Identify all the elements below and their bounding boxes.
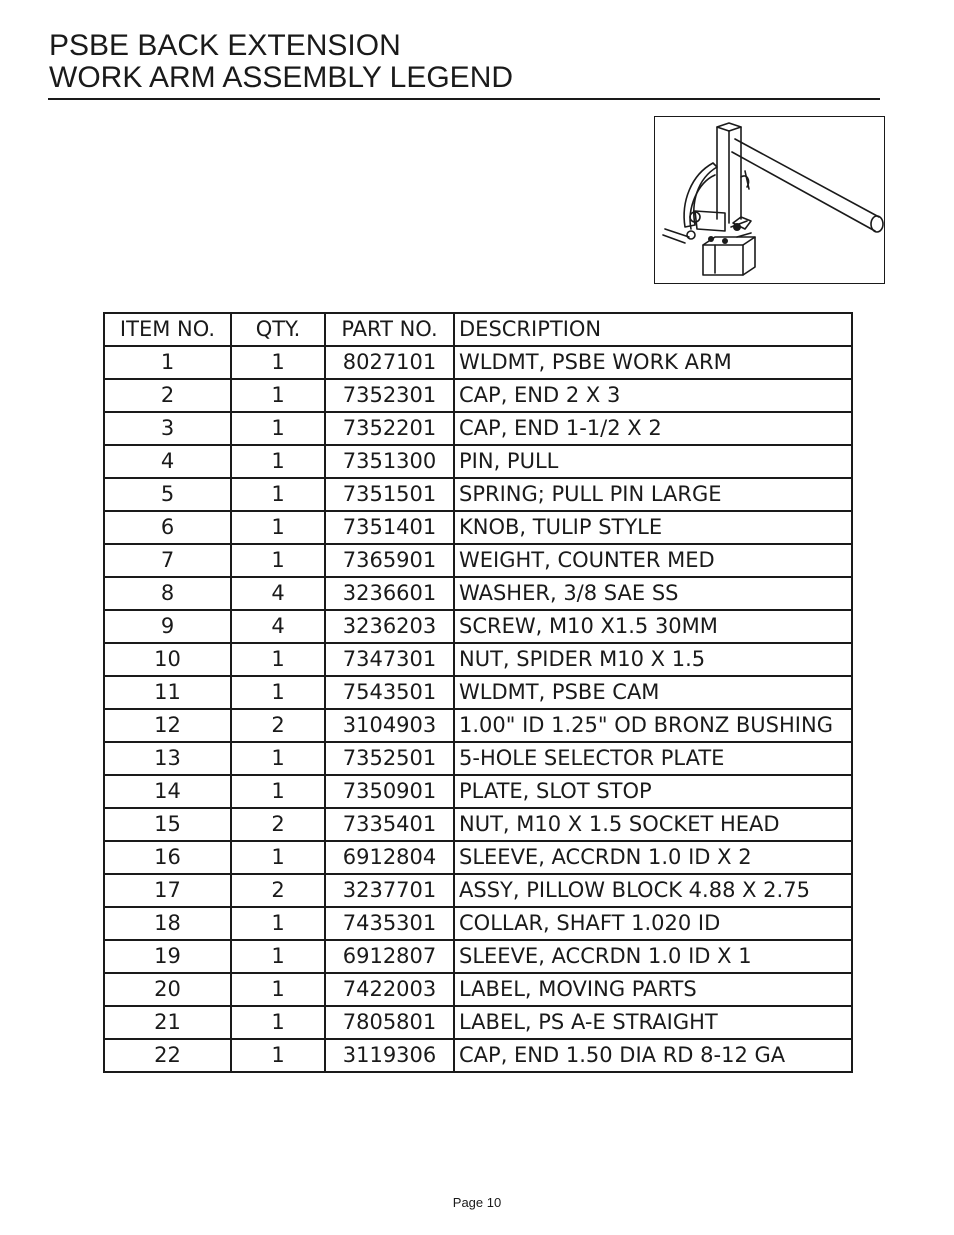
item-no-cell: 15 — [104, 808, 231, 841]
description-cell: KNOB, TULIP STYLE — [454, 511, 852, 544]
table-row — [104, 478, 852, 511]
item-no-cell: 3 — [104, 412, 231, 445]
description-cell: CAP, END 1-1/2 X 2 — [454, 412, 852, 445]
description-cell: SLEEVE, ACCRDN 1.0 ID X 1 — [454, 940, 852, 973]
part-no-cell: 7352201 — [325, 412, 454, 445]
part-no-cell: 7335401 — [325, 808, 454, 841]
item-no-cell: 1 — [104, 346, 231, 379]
description-cell: SCREW, M10 X1.5 30MM — [454, 610, 852, 643]
column-header-description: DESCRIPTION — [454, 313, 852, 346]
description-cell: COLLAR, SHAFT 1.020 ID — [454, 907, 852, 940]
page-title-line-1: PSBE BACK EXTENSION — [49, 29, 401, 62]
description-cell: WLDMT, PSBE WORK ARM — [454, 346, 852, 379]
description-cell: PLATE, SLOT STOP — [454, 775, 852, 808]
part-no-cell: 3236203 — [325, 610, 454, 643]
item-no-cell: 20 — [104, 973, 231, 1006]
parts-table — [103, 312, 853, 1073]
item-no-cell: 7 — [104, 544, 231, 577]
description-cell: 5-HOLE SELECTOR PLATE — [454, 742, 852, 775]
description-cell: WLDMT, PSBE CAM — [454, 676, 852, 709]
description-cell: PIN, PULL — [454, 445, 852, 478]
part-no-cell: 6912807 — [325, 940, 454, 973]
part-no-cell: 7805801 — [325, 1006, 454, 1039]
column-header-part-no: PART NO. — [325, 313, 454, 346]
table-row — [104, 874, 852, 907]
part-no-cell: 7422003 — [325, 973, 454, 1006]
work-arm-assembly-icon — [655, 117, 886, 285]
table-row — [104, 841, 852, 874]
part-no-cell: 7351300 — [325, 445, 454, 478]
part-no-cell: 7351501 — [325, 478, 454, 511]
description-cell: SPRING; PULL PIN LARGE — [454, 478, 852, 511]
table-row — [104, 346, 852, 379]
table-row — [104, 511, 852, 544]
part-no-cell: 7365901 — [325, 544, 454, 577]
page-title-line-2: WORK ARM ASSEMBLY LEGEND — [49, 61, 514, 94]
table-header-row — [104, 313, 852, 346]
item-no-cell: 4 — [104, 445, 231, 478]
qty-cell: 4 — [231, 577, 325, 610]
qty-cell: 1 — [231, 346, 325, 379]
item-no-cell: 16 — [104, 841, 231, 874]
qty-cell: 1 — [231, 544, 325, 577]
part-no-cell: 7352501 — [325, 742, 454, 775]
part-no-cell: 7543501 — [325, 676, 454, 709]
description-cell: 1.00" ID 1.25" OD BRONZ BUSHING — [454, 709, 852, 742]
qty-cell: 2 — [231, 874, 325, 907]
table-row — [104, 577, 852, 610]
item-no-cell: 12 — [104, 709, 231, 742]
part-no-cell: 7352301 — [325, 379, 454, 412]
table-row — [104, 610, 852, 643]
column-header-item-no: ITEM NO. — [104, 313, 231, 346]
table-row — [104, 940, 852, 973]
page-number: Page 10 — [452, 1195, 502, 1210]
description-cell: LABEL, MOVING PARTS — [454, 973, 852, 1006]
qty-cell: 4 — [231, 610, 325, 643]
item-no-cell: 9 — [104, 610, 231, 643]
part-no-cell: 7435301 — [325, 907, 454, 940]
description-cell: NUT, M10 X 1.5 SOCKET HEAD — [454, 808, 852, 841]
qty-cell: 1 — [231, 907, 325, 940]
assembly-illustration — [654, 116, 885, 284]
qty-cell: 1 — [231, 676, 325, 709]
description-cell: WEIGHT, COUNTER MED — [454, 544, 852, 577]
table-row — [104, 445, 852, 478]
table-row — [104, 412, 852, 445]
part-no-cell: 3236601 — [325, 577, 454, 610]
qty-cell: 1 — [231, 478, 325, 511]
table-row — [104, 544, 852, 577]
description-cell: CAP, END 2 X 3 — [454, 379, 852, 412]
table-row — [104, 775, 852, 808]
table-row — [104, 808, 852, 841]
qty-cell: 1 — [231, 940, 325, 973]
qty-cell: 1 — [231, 973, 325, 1006]
item-no-cell: 22 — [104, 1039, 231, 1072]
part-no-cell: 7351401 — [325, 511, 454, 544]
part-no-cell: 6912804 — [325, 841, 454, 874]
qty-cell: 1 — [231, 775, 325, 808]
item-no-cell: 13 — [104, 742, 231, 775]
qty-cell: 2 — [231, 709, 325, 742]
item-no-cell: 6 — [104, 511, 231, 544]
table-row — [104, 643, 852, 676]
table-row — [104, 1039, 852, 1072]
qty-cell: 1 — [231, 412, 325, 445]
table-row — [104, 379, 852, 412]
description-cell: ASSY, PILLOW BLOCK 4.88 X 2.75 — [454, 874, 852, 907]
table-row — [104, 907, 852, 940]
qty-cell: 1 — [231, 511, 325, 544]
description-cell: LABEL, PS A-E STRAIGHT — [454, 1006, 852, 1039]
title-underline — [48, 98, 880, 100]
qty-cell: 1 — [231, 1006, 325, 1039]
table-row — [104, 973, 852, 1006]
description-cell: WASHER, 3/8 SAE SS — [454, 577, 852, 610]
item-no-cell: 19 — [104, 940, 231, 973]
table-row — [104, 742, 852, 775]
item-no-cell: 21 — [104, 1006, 231, 1039]
item-no-cell: 18 — [104, 907, 231, 940]
qty-cell: 1 — [231, 379, 325, 412]
part-no-cell: 8027101 — [325, 346, 454, 379]
qty-cell: 1 — [231, 445, 325, 478]
part-no-cell: 7347301 — [325, 643, 454, 676]
qty-cell: 1 — [231, 841, 325, 874]
item-no-cell: 11 — [104, 676, 231, 709]
qty-cell: 1 — [231, 742, 325, 775]
part-no-cell: 3104903 — [325, 709, 454, 742]
description-cell: NUT, SPIDER M10 X 1.5 — [454, 643, 852, 676]
item-no-cell: 14 — [104, 775, 231, 808]
part-no-cell: 3237701 — [325, 874, 454, 907]
item-no-cell: 5 — [104, 478, 231, 511]
item-no-cell: 8 — [104, 577, 231, 610]
item-no-cell: 17 — [104, 874, 231, 907]
part-no-cell: 7350901 — [325, 775, 454, 808]
qty-cell: 2 — [231, 808, 325, 841]
column-header-qty: QTY. — [231, 313, 325, 346]
qty-cell: 1 — [231, 1039, 325, 1072]
description-cell: CAP, END 1.50 DIA RD 8-12 GA — [454, 1039, 852, 1072]
item-no-cell: 10 — [104, 643, 231, 676]
part-no-cell: 3119306 — [325, 1039, 454, 1072]
table-row — [104, 676, 852, 709]
description-cell: SLEEVE, ACCRDN 1.0 ID X 2 — [454, 841, 852, 874]
table-row — [104, 709, 852, 742]
table-row — [104, 1006, 852, 1039]
qty-cell: 1 — [231, 643, 325, 676]
item-no-cell: 2 — [104, 379, 231, 412]
